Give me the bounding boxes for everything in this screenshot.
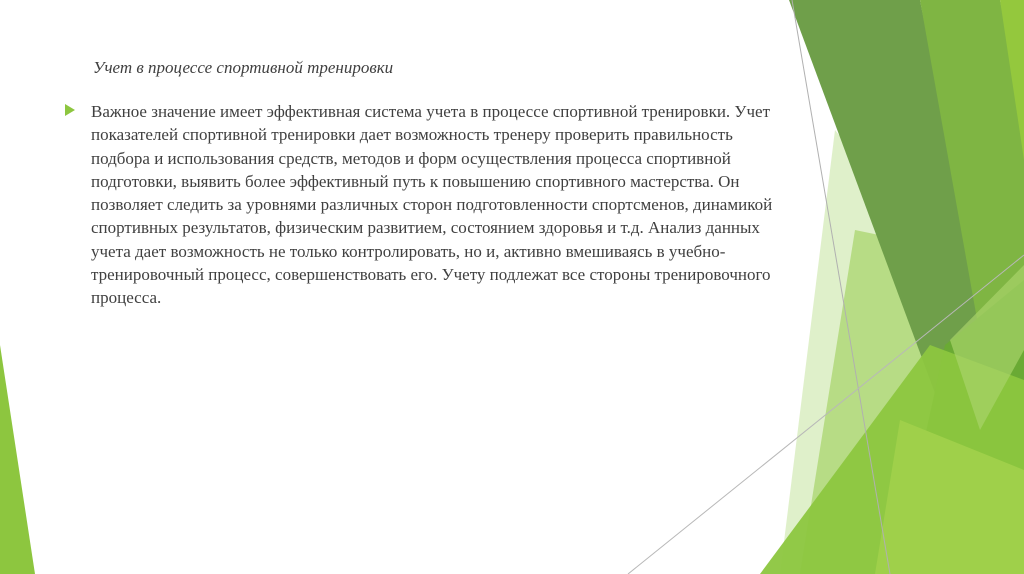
bullet-text: Важное значение имеет эффективная система учета в процессе спортивной тренировки. Учет показателей спортивной тренировки дает возможность тренеру проверить правильность подбора и использования средств, методов и форм осуществления процесса спортивной подготовки, выявить более эффективный путь к повышению спортивного мастерства. Он позволяет следить за уровнями различных сторон подготовленности спортсменов, динамикой спортивных результатов, физическим развитием, состоянием здоровья и т.д. Анализ данных учета дает возможность не только контролировать, но и, активно вмешиваясь в учебно-тренировочный процесс, совершенствовать его. Учету подлежат все стороны тренировочного процесса.	[91, 102, 773, 308]
slide-title: Учет в процессе спортивной тренировки	[93, 58, 394, 77]
bullet-arrow-icon	[65, 104, 75, 116]
left-green-sliver	[0, 345, 35, 574]
